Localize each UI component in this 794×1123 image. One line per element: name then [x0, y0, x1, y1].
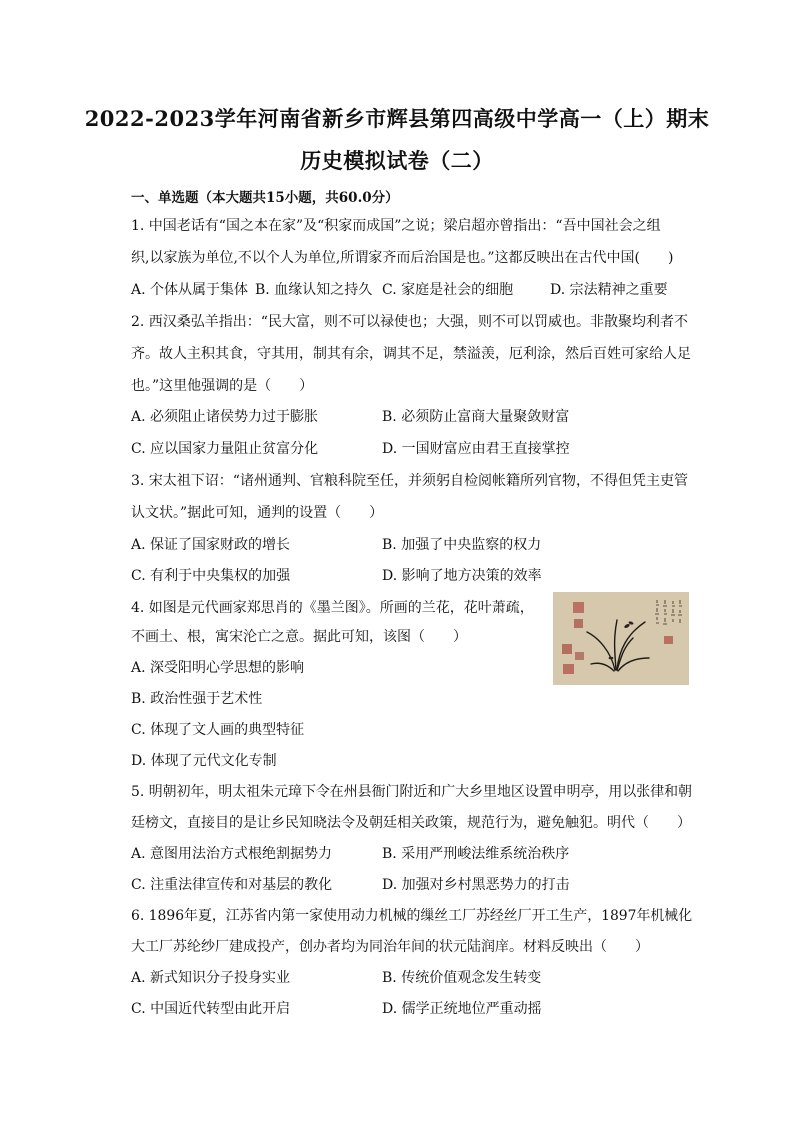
question-1-option-c: C. 家庭是社会的细胞	[382, 282, 514, 298]
question-5-option-a: A. 意图用法治方式根绝割据势力	[131, 846, 333, 862]
question-3-option-b: B. 加强了中央监察的权力	[382, 537, 542, 553]
question-6-line-2: 大工厂苏纶纱厂建成投产，创办者均为同治年间的状元陆润庠。材料反映出（ ）	[131, 939, 649, 955]
question-3-line-1: 3. 宋太祖下诏：“诸州通判、官粮科院至任，并须躬自检阅帐籍所列官物，不得但凭主吏管	[131, 473, 688, 489]
question-4-line-1: 4. 如图是元代画家郑思肖的《墨兰图》。所画的兰花，花叶萧疏，	[131, 600, 534, 616]
question-3-option-c: C. 有利于中央集权的加强	[131, 568, 291, 584]
question-4-line-2: 不画土、根，寓宋沦亡之意。据此可知，该图（ ）	[131, 629, 467, 645]
question-2-line-3: 也。”这里他强调的是（ ）	[131, 378, 314, 394]
question-6-option-b: B. 传统价值观念发生转变	[382, 970, 542, 986]
exam-title-line2: 历史模拟试卷（二）	[300, 148, 494, 173]
question-4-option-c: C. 体现了文人画的典型特征	[131, 722, 305, 738]
question-3-option-d: D. 影响了地方决策的效率	[382, 568, 542, 584]
question-4-option-b: B. 政治性强于艺术性	[131, 691, 263, 707]
question-5-option-b: B. 采用严刑峻法维系统治秩序	[382, 846, 570, 862]
ink-orchid-painting	[553, 592, 689, 685]
question-3-line-2: 认文状。”据此可知，通判的设置（ ）	[131, 505, 384, 521]
question-3-option-a: A. 保证了国家财政的增长	[131, 537, 291, 553]
question-2-line-1: 2. 西汉桑弘羊指出：“民大富，则不可以禄使也；大强，则不可以罚威也。非散聚均利者不	[131, 314, 688, 330]
question-1-option-d: D. 宗法精神之重要	[550, 282, 668, 298]
question-5-option-d: D. 加强对乡村黑恶势力的打击	[382, 877, 570, 893]
question-4-option-a: A. 深受阳明心学思想的影响	[131, 660, 305, 676]
question-2-option-a: A. 必须阻止诸侯势力过于膨胀	[131, 409, 319, 425]
question-4-option-d: D. 体现了元代文化专制	[131, 753, 277, 769]
question-2-option-d: D. 一国财富应由君王直接掌控	[382, 441, 570, 457]
question-6-option-c: C. 中国近代转型由此开启	[131, 1001, 291, 1017]
question-1-line-2: 织,以家族为单位,不以个人为单位,所谓家齐而后治国是也。”这都反映出在古代中国( )	[131, 250, 674, 266]
question-5-line-1: 5. 明朝初年，明太祖朱元璋下令在州县衙门附近和广大乡里地区设置申明亭，用以张律和朝	[131, 784, 692, 800]
question-1-option-b: B. 血缘认知之持久	[255, 282, 373, 298]
exam-title-line1: 2022-2023学年河南省新乡市辉县第四高级中学高一（上）期末	[84, 106, 710, 131]
question-2-line-2: 齐。故人主积其食，守其用，制其有余，调其不足，禁溢羡，厄利涂，然后百姓可家给人足	[131, 346, 691, 362]
question-1-line-1: 1. 中国老话有“国之本在家”及“积家而成国”之说；梁启超亦曾指出：“吾中国社会之组	[131, 218, 661, 234]
question-6-option-a: A. 新式知识分子投身实业	[131, 970, 291, 986]
question-6-option-d: D. 儒学正统地位严重动摇	[382, 1001, 542, 1017]
section-heading: 一、单选题（本大题共15小题，共60.0分）	[131, 190, 399, 206]
question-5-option-c: C. 注重法律宣传和对基层的教化	[131, 877, 333, 893]
question-6-line-1: 6. 1896年夏，江苏省内第一家使用动力机械的缫丝工厂苏经丝厂开工生产，1897年机械化	[131, 908, 693, 924]
question-5-line-2: 廷榜文，直接目的是让乡民知晓法令及朝廷相关政策，规范行为，避免触犯。明代（ ）	[131, 815, 691, 831]
question-2-option-b: B. 必须防止富商大量聚敛财富	[382, 409, 570, 425]
question-2-option-c: C. 应以国家力量阻止贫富分化	[131, 441, 319, 457]
question-1-option-a: A. 个体从属于集体	[131, 282, 249, 298]
